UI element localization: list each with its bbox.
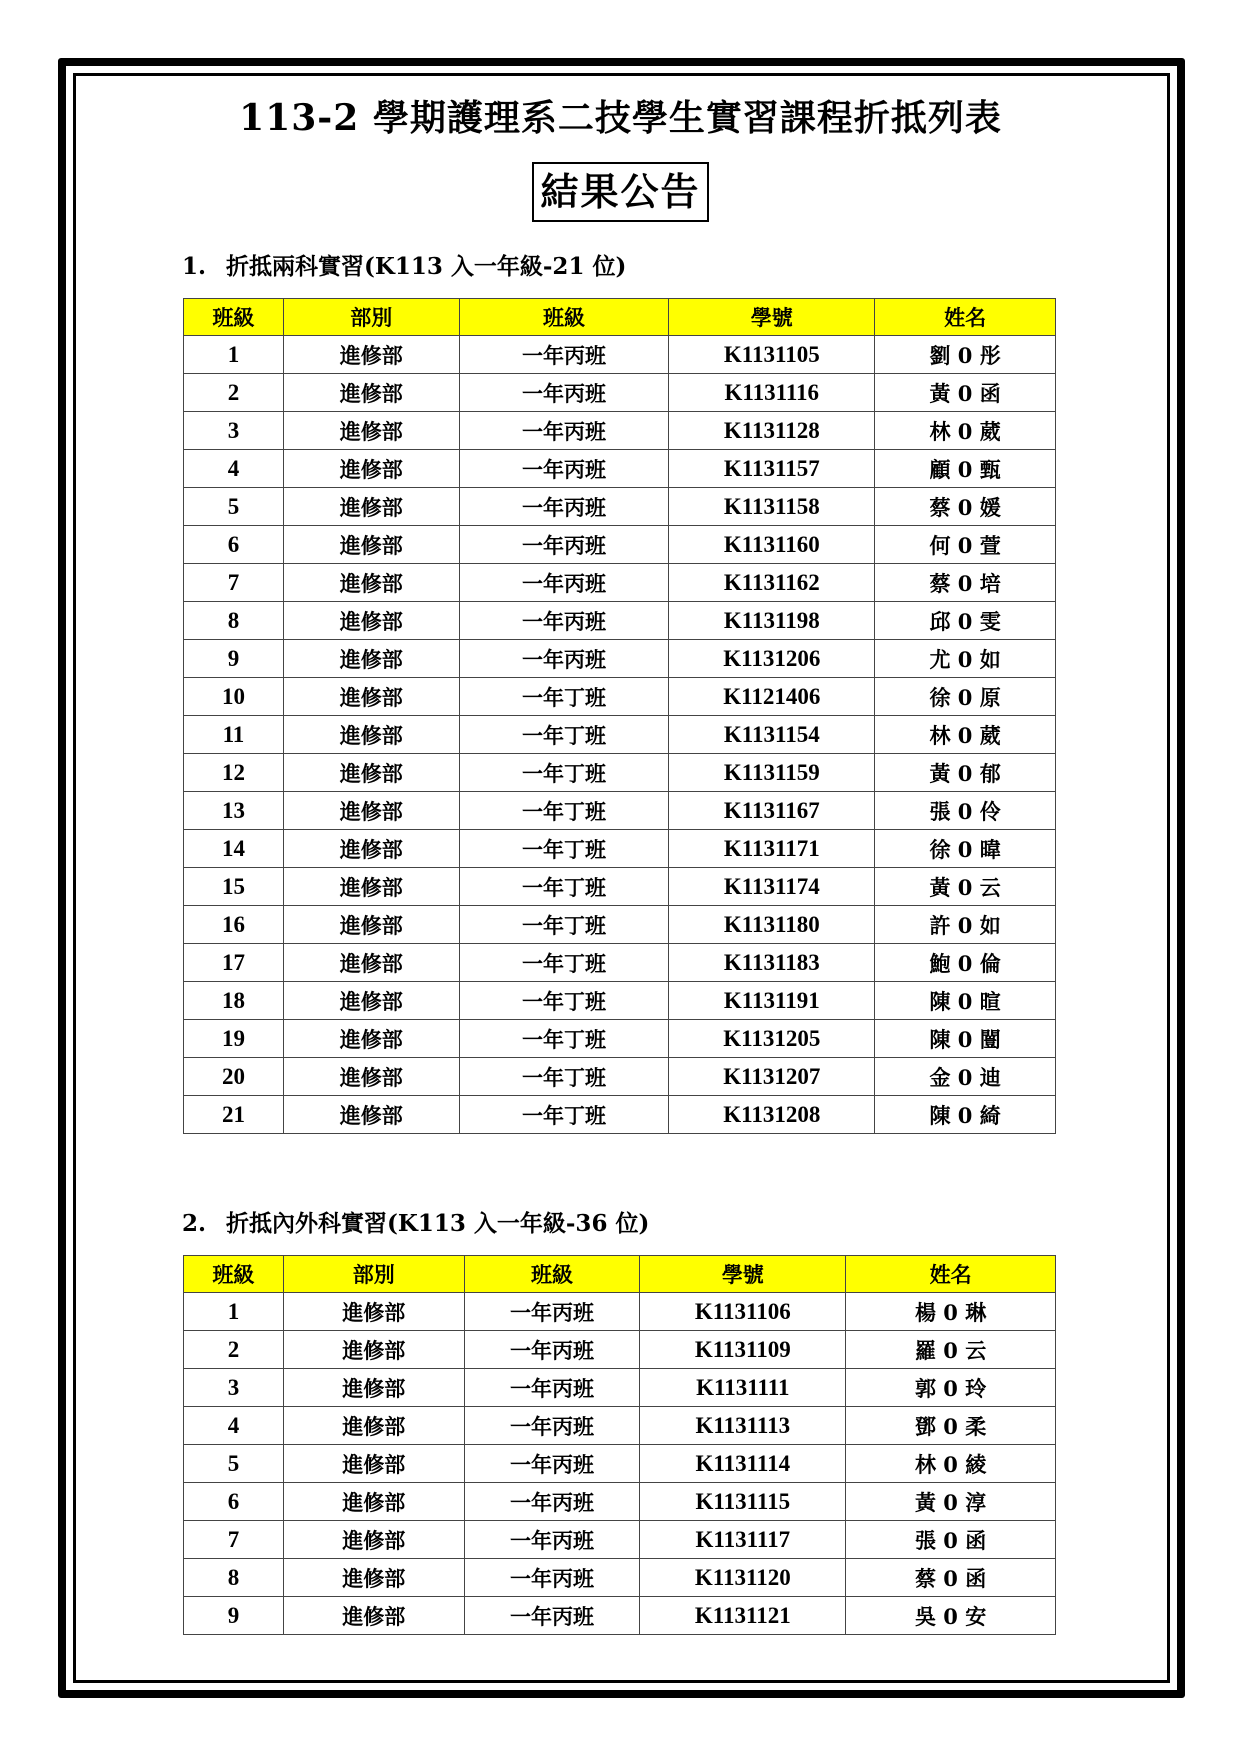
class-name: 一年丁班 xyxy=(459,868,669,906)
header-col-name: 姓名 xyxy=(875,299,1056,336)
student-name: 陳 0 綺 xyxy=(875,1096,1056,1134)
student-name: 郭 0 玲 xyxy=(846,1369,1056,1407)
row-index: 2 xyxy=(184,374,284,412)
student-id: K1131106 xyxy=(640,1293,846,1331)
student-name: 吳 0 安 xyxy=(846,1597,1056,1635)
student-id: K1131158 xyxy=(669,488,875,526)
class-name: 一年丙班 xyxy=(464,1445,640,1483)
student-id: K1131154 xyxy=(669,716,875,754)
student-name: 蔡 0 媛 xyxy=(875,488,1056,526)
student-name: 黃 0 郁 xyxy=(875,754,1056,792)
student-name: 邱 0 雯 xyxy=(875,602,1056,640)
section-2-heading xyxy=(182,1205,649,1238)
division: 進修部 xyxy=(283,868,459,906)
class-name: 一年丁班 xyxy=(459,944,669,982)
row-index: 14 xyxy=(184,830,284,868)
row-index: 8 xyxy=(184,1559,284,1597)
student-id: K1131116 xyxy=(669,374,875,412)
class-name: 一年丁班 xyxy=(459,982,669,1020)
class-name: 一年丙班 xyxy=(464,1369,640,1407)
class-name: 一年丙班 xyxy=(459,412,669,450)
class-name: 一年丙班 xyxy=(464,1483,640,1521)
table-row xyxy=(184,1293,1056,1331)
division: 進修部 xyxy=(283,944,459,982)
table-row xyxy=(184,526,1056,564)
class-name: 一年丙班 xyxy=(459,488,669,526)
row-index: 4 xyxy=(184,1407,284,1445)
student-name: 黃 0 函 xyxy=(875,374,1056,412)
subtitle-container xyxy=(0,162,1241,222)
row-index: 2 xyxy=(184,1331,284,1369)
student-id: K1131206 xyxy=(669,640,875,678)
class-name: 一年丁班 xyxy=(459,1020,669,1058)
class-name: 一年丙班 xyxy=(459,564,669,602)
table-row xyxy=(184,1096,1056,1134)
row-index: 8 xyxy=(184,602,284,640)
header-col-division: 部別 xyxy=(283,299,459,336)
table-row xyxy=(184,1445,1056,1483)
student-id: K1131208 xyxy=(669,1096,875,1134)
student-id: K1131167 xyxy=(669,792,875,830)
division: 進修部 xyxy=(283,412,459,450)
table-row xyxy=(184,374,1056,412)
student-id: K1131117 xyxy=(640,1521,846,1559)
section-title: 折抵內外科實習(K113 入一年級-36 位) xyxy=(226,1210,650,1237)
division: 進修部 xyxy=(283,450,459,488)
division: 進修部 xyxy=(283,1559,464,1597)
header-col-name: 姓名 xyxy=(846,1256,1056,1293)
division: 進修部 xyxy=(283,1020,459,1058)
division: 進修部 xyxy=(283,1597,464,1635)
division: 進修部 xyxy=(283,1521,464,1559)
row-index: 11 xyxy=(184,716,284,754)
table-row xyxy=(184,716,1056,754)
division: 進修部 xyxy=(283,830,459,868)
student-name: 金 0 迪 xyxy=(875,1058,1056,1096)
section-number: 1. xyxy=(182,253,207,280)
student-id: K1131111 xyxy=(640,1369,846,1407)
student-id: K1131198 xyxy=(669,602,875,640)
student-name: 尤 0 如 xyxy=(875,640,1056,678)
division: 進修部 xyxy=(283,336,459,374)
student-id: K1131120 xyxy=(640,1559,846,1597)
page-title: 113-2 學期護理系二技學生實習課程折抵列表 xyxy=(239,97,1002,139)
student-id: K1131109 xyxy=(640,1331,846,1369)
division: 進修部 xyxy=(283,1369,464,1407)
class-name: 一年丙班 xyxy=(459,526,669,564)
division: 進修部 xyxy=(283,1058,459,1096)
division: 進修部 xyxy=(283,1293,464,1331)
class-name: 一年丁班 xyxy=(459,1096,669,1134)
student-name: 徐 0 原 xyxy=(875,678,1056,716)
table-row xyxy=(184,1331,1056,1369)
class-name: 一年丁班 xyxy=(459,678,669,716)
table-row xyxy=(184,754,1056,792)
row-index: 9 xyxy=(184,1597,284,1635)
student-id: K1131171 xyxy=(669,830,875,868)
table-row xyxy=(184,868,1056,906)
student-name: 顧 0 甄 xyxy=(875,450,1056,488)
division: 進修部 xyxy=(283,906,459,944)
student-name: 許 0 如 xyxy=(875,906,1056,944)
class-name: 一年丙班 xyxy=(464,1521,640,1559)
table-row xyxy=(184,1020,1056,1058)
row-index: 7 xyxy=(184,1521,284,1559)
table-row xyxy=(184,944,1056,982)
row-index: 6 xyxy=(184,526,284,564)
header-col-division: 部別 xyxy=(283,1256,464,1293)
table-row xyxy=(184,412,1056,450)
table-header-row xyxy=(184,1256,1056,1293)
student-id: K1131157 xyxy=(669,450,875,488)
table-row xyxy=(184,564,1056,602)
table-row xyxy=(184,1407,1056,1445)
division: 進修部 xyxy=(283,982,459,1020)
student-id: K1131105 xyxy=(669,336,875,374)
section-1-heading xyxy=(182,248,626,281)
student-name: 黃 0 淳 xyxy=(846,1483,1056,1521)
student-id: K1131160 xyxy=(669,526,875,564)
result-announcement-label: 結果公告 xyxy=(532,162,708,222)
student-id: K1131114 xyxy=(640,1445,846,1483)
section-title: 折抵兩科實習(K113 入一年級-21 位) xyxy=(226,253,627,280)
table-row xyxy=(184,1521,1056,1559)
credit-table-two-subjects xyxy=(183,298,1056,1134)
division: 進修部 xyxy=(283,640,459,678)
student-id: K1131113 xyxy=(640,1407,846,1445)
student-name: 蔡 0 函 xyxy=(846,1559,1056,1597)
division: 進修部 xyxy=(283,564,459,602)
class-name: 一年丙班 xyxy=(464,1597,640,1635)
header-col-index: 班級 xyxy=(184,299,284,336)
table-row xyxy=(184,1597,1056,1635)
row-index: 18 xyxy=(184,982,284,1020)
division: 進修部 xyxy=(283,1096,459,1134)
student-id: K1131207 xyxy=(669,1058,875,1096)
table-row xyxy=(184,830,1056,868)
table-row xyxy=(184,982,1056,1020)
table-header-row xyxy=(184,299,1056,336)
table-row xyxy=(184,336,1056,374)
class-name: 一年丁班 xyxy=(459,754,669,792)
row-index: 10 xyxy=(184,678,284,716)
student-id: K1131159 xyxy=(669,754,875,792)
division: 進修部 xyxy=(283,1407,464,1445)
student-id: K1131180 xyxy=(669,906,875,944)
student-name: 張 0 函 xyxy=(846,1521,1056,1559)
division: 進修部 xyxy=(283,1445,464,1483)
header-col-class: 班級 xyxy=(464,1256,640,1293)
row-index: 4 xyxy=(184,450,284,488)
student-id: K1131191 xyxy=(669,982,875,1020)
division: 進修部 xyxy=(283,526,459,564)
division: 進修部 xyxy=(283,1331,464,1369)
class-name: 一年丁班 xyxy=(459,792,669,830)
row-index: 5 xyxy=(184,488,284,526)
student-name: 鄧 0 柔 xyxy=(846,1407,1056,1445)
student-name: 林 0 葳 xyxy=(875,412,1056,450)
division: 進修部 xyxy=(283,602,459,640)
class-name: 一年丙班 xyxy=(459,374,669,412)
table-row xyxy=(184,906,1056,944)
student-id: K1131128 xyxy=(669,412,875,450)
class-name: 一年丙班 xyxy=(464,1559,640,1597)
row-index: 7 xyxy=(184,564,284,602)
table-row xyxy=(184,678,1056,716)
row-index: 19 xyxy=(184,1020,284,1058)
header-col-student-id: 學號 xyxy=(640,1256,846,1293)
table-row xyxy=(184,450,1056,488)
row-index: 13 xyxy=(184,792,284,830)
table-row xyxy=(184,640,1056,678)
row-index: 21 xyxy=(184,1096,284,1134)
student-name: 陳 0 闓 xyxy=(875,1020,1056,1058)
student-name: 鮑 0 倫 xyxy=(875,944,1056,982)
table-row xyxy=(184,1559,1056,1597)
table-row xyxy=(184,1369,1056,1407)
row-index: 1 xyxy=(184,336,284,374)
row-index: 9 xyxy=(184,640,284,678)
row-index: 15 xyxy=(184,868,284,906)
row-index: 3 xyxy=(184,412,284,450)
division: 進修部 xyxy=(283,374,459,412)
row-index: 3 xyxy=(184,1369,284,1407)
student-name: 陳 0 暄 xyxy=(875,982,1056,1020)
section-number: 2. xyxy=(182,1210,207,1237)
header-col-class: 班級 xyxy=(459,299,669,336)
class-name: 一年丙班 xyxy=(459,450,669,488)
header-col-student-id: 學號 xyxy=(669,299,875,336)
table-row xyxy=(184,488,1056,526)
division: 進修部 xyxy=(283,488,459,526)
student-id: K1131205 xyxy=(669,1020,875,1058)
table-row xyxy=(184,792,1056,830)
table-row xyxy=(184,602,1056,640)
table-row xyxy=(184,1483,1056,1521)
student-name: 張 0 伶 xyxy=(875,792,1056,830)
class-name: 一年丁班 xyxy=(459,906,669,944)
student-id: K1131174 xyxy=(669,868,875,906)
row-index: 20 xyxy=(184,1058,284,1096)
student-id: K1121406 xyxy=(669,678,875,716)
class-name: 一年丁班 xyxy=(459,830,669,868)
student-id: K1131121 xyxy=(640,1597,846,1635)
student-name: 徐 0 暐 xyxy=(875,830,1056,868)
class-name: 一年丙班 xyxy=(464,1407,640,1445)
student-name: 黃 0 云 xyxy=(875,868,1056,906)
row-index: 16 xyxy=(184,906,284,944)
student-name: 劉 0 彤 xyxy=(875,336,1056,374)
class-name: 一年丙班 xyxy=(464,1293,640,1331)
class-name: 一年丙班 xyxy=(459,602,669,640)
division: 進修部 xyxy=(283,678,459,716)
row-index: 17 xyxy=(184,944,284,982)
student-name: 何 0 萱 xyxy=(875,526,1056,564)
student-name: 林 0 葳 xyxy=(875,716,1056,754)
student-name: 楊 0 琳 xyxy=(846,1293,1056,1331)
division: 進修部 xyxy=(283,716,459,754)
division: 進修部 xyxy=(283,1483,464,1521)
credit-table-med-surg xyxy=(183,1255,1056,1635)
division: 進修部 xyxy=(283,792,459,830)
student-id: K1131115 xyxy=(640,1483,846,1521)
row-index: 6 xyxy=(184,1483,284,1521)
division: 進修部 xyxy=(283,754,459,792)
row-index: 5 xyxy=(184,1445,284,1483)
class-name: 一年丁班 xyxy=(459,1058,669,1096)
class-name: 一年丙班 xyxy=(464,1331,640,1369)
row-index: 12 xyxy=(184,754,284,792)
table-row xyxy=(184,1058,1056,1096)
student-id: K1131183 xyxy=(669,944,875,982)
class-name: 一年丙班 xyxy=(459,336,669,374)
class-name: 一年丁班 xyxy=(459,716,669,754)
student-id: K1131162 xyxy=(669,564,875,602)
row-index: 1 xyxy=(184,1293,284,1331)
header-col-index: 班級 xyxy=(184,1256,284,1293)
student-name: 蔡 0 培 xyxy=(875,564,1056,602)
student-name: 林 0 綾 xyxy=(846,1445,1056,1483)
student-name: 羅 0 云 xyxy=(846,1331,1056,1369)
class-name: 一年丙班 xyxy=(459,640,669,678)
